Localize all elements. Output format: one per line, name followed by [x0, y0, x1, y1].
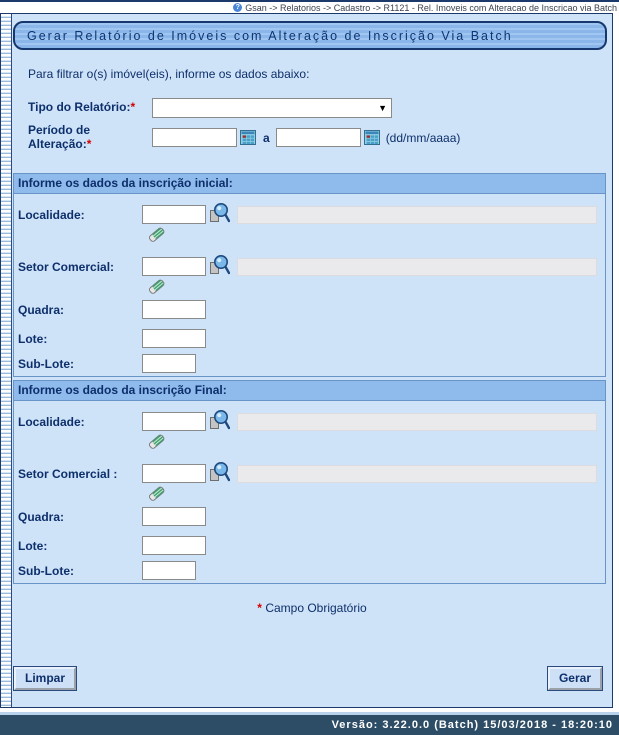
page-title: Gerar Relatório de Imóveis com Alteração de Inscrição Via Batch: [13, 21, 607, 50]
localidade-inicial-input[interactable]: [142, 205, 206, 224]
erase-icon[interactable]: [148, 278, 166, 295]
required-mark: *: [257, 600, 262, 615]
tipo-relatorio-select[interactable]: [152, 98, 392, 118]
erase-icon[interactable]: [148, 226, 166, 243]
sublote-inicial-row: [18, 354, 605, 373]
setor-comercial-label: Setor Comercial:: [18, 259, 115, 274]
breadcrumb: Gsan -> Relatorios -> Cadastro -> R1121 - Rel. Imoveis com Alteracao de Inscricao via Batch: [245, 2, 617, 13]
section-header: Informe os dados da inscrição inicial:: [14, 174, 605, 194]
calendar-icon[interactable]: [240, 130, 256, 145]
footer-version-bar: [0, 715, 619, 735]
tipo-relatorio-row: [28, 98, 612, 118]
calendar-icon[interactable]: [364, 130, 380, 145]
erase-icon[interactable]: [148, 433, 166, 450]
search-icon[interactable]: [208, 409, 230, 431]
decorative-stripe-column: [1, 14, 12, 707]
setor-inicial-input[interactable]: [142, 257, 206, 276]
breadcrumb-bar: [0, 0, 619, 13]
periodo-label: Período de Alteração:*: [28, 123, 92, 151]
periodo-row: [28, 124, 612, 152]
localidade-inicial-row: [18, 205, 605, 243]
setor-final-input[interactable]: [142, 464, 206, 483]
setor-comercial-label: Setor Comercial :: [18, 466, 118, 481]
erase-icon[interactable]: [148, 485, 166, 502]
required-mark: *: [86, 136, 92, 151]
version-text: Versão: 3.22.0.0 (Batch) 15/03/2018 - 18:20:10: [331, 719, 613, 731]
search-icon[interactable]: [208, 254, 230, 276]
main-frame: [0, 13, 613, 708]
date-format-hint: (dd/mm/aaaa): [385, 130, 461, 145]
required-note: * Campo Obrigatório: [257, 600, 367, 615]
localidade-final-row: [18, 412, 605, 450]
localidade-final-descricao: [237, 413, 597, 431]
periodo-fim-input[interactable]: [276, 128, 361, 147]
section-header: Informe os dados da inscrição Final:: [14, 381, 605, 401]
localidade-label: Localidade:: [18, 414, 85, 429]
quadra-label: Quadra:: [18, 303, 65, 318]
localidade-label: Localidade:: [18, 207, 85, 222]
setor-inicial-row: [18, 257, 605, 295]
button-row: [14, 667, 602, 690]
lote-final-row: [18, 536, 605, 555]
lote-label: Lote:: [18, 332, 48, 347]
sublote-final-row: [18, 561, 605, 580]
quadra-final-row: [18, 507, 605, 526]
gerar-button[interactable]: Gerar: [548, 667, 602, 690]
tipo-relatorio-label: Tipo do Relatório:*: [28, 100, 136, 115]
quadra-inicial-row: [18, 300, 605, 319]
lote-label: Lote:: [18, 539, 48, 554]
sublote-label: Sub-Lote:: [18, 564, 74, 579]
setor-inicial-descricao: [237, 258, 597, 276]
setor-final-row: [18, 464, 605, 502]
section-inscricao-inicial: [13, 173, 606, 377]
setor-final-descricao: [237, 465, 597, 483]
sublote-final-input[interactable]: [142, 561, 196, 580]
lote-inicial-row: [18, 329, 605, 348]
quadra-label: Quadra:: [18, 510, 65, 525]
quadra-final-input[interactable]: [142, 507, 206, 526]
limpar-button[interactable]: Limpar: [14, 667, 76, 690]
sublote-inicial-input[interactable]: [142, 354, 196, 373]
chevron-down-icon: ▼: [378, 103, 387, 113]
quadra-inicial-input[interactable]: [142, 300, 206, 319]
lote-final-input[interactable]: [142, 536, 206, 555]
periodo-inicio-input[interactable]: [152, 128, 237, 147]
intro-text: Para filtrar o(s) imóvel(eis), informe os dados abaixo:: [28, 67, 310, 81]
required-mark: *: [130, 100, 136, 115]
help-icon[interactable]: ?: [233, 3, 242, 12]
content-panel: [12, 14, 612, 707]
periodo-between-label: a: [263, 130, 270, 145]
sublote-label: Sub-Lote:: [18, 357, 74, 372]
section-inscricao-final: [13, 380, 606, 584]
search-icon[interactable]: [208, 202, 230, 224]
localidade-final-input[interactable]: [142, 412, 206, 431]
search-icon[interactable]: [208, 461, 230, 483]
lote-inicial-input[interactable]: [142, 329, 206, 348]
localidade-inicial-descricao: [237, 206, 597, 224]
